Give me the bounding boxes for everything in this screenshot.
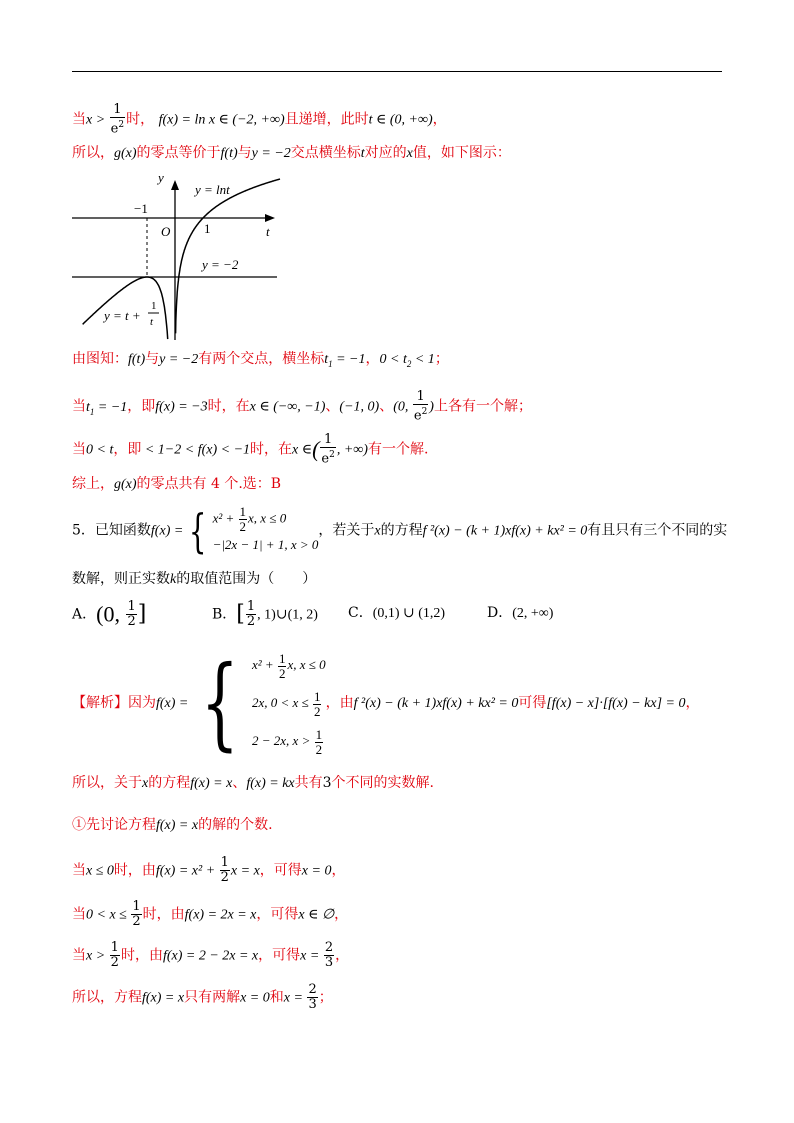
label-neg2-line: y = −2 xyxy=(202,257,239,272)
y-axis-arrow xyxy=(171,180,179,190)
text-line-9: ①先讨论方程f(x) = x的解的个数. xyxy=(72,817,273,833)
label-curve-frac-num: 1 xyxy=(151,300,157,312)
text-line-2: 所以，g(x)的零点等价于f(t)与y = −2交点横坐标t对应的x值，如下图示： xyxy=(72,145,511,161)
question-5-stem-cont: 数解，则正实数k的取值范围为（ ） xyxy=(72,571,317,587)
fraction: $\frac{1}{e^2}$ xyxy=(110,102,125,137)
option-d[interactable]: D．(2, +∞) xyxy=(487,605,554,621)
label-y-axis: y xyxy=(158,170,164,185)
option-a[interactable]: A．(0, $\frac{1}{2}$ ] xyxy=(72,599,147,629)
option-c[interactable]: C．(0,1) ∪ (1,2) xyxy=(348,605,446,621)
text-line-10: 当x ≤ 0时，由f(x) = x² + $\frac{1}{2}$ x = x，可得x = 0， xyxy=(72,855,346,885)
header-rule xyxy=(72,71,722,72)
question-5-stem: 5．已知函数f(x) = { x² + $\frac{1}{2}$ x, x ≤ 0 −|2x − 1| + 1, x > 0 ，若关于x的方程f ²(x) − (k + 1)xf(x) + kx² = 0有且只有三个不同的实 xyxy=(72,503,728,558)
label-t-axis: t xyxy=(266,224,270,239)
text-line-11: 当0 < x ≤ $\frac{1}{2}$ 时，由f(x) = 2x = x，可得x ∈ ∅， xyxy=(72,899,349,929)
label-one: 1 xyxy=(204,221,211,236)
option-b[interactable]: B．[ $\frac{1}{2}$ , 1)∪(1, 2) xyxy=(212,599,318,629)
label-lnt: y = lnt xyxy=(195,182,230,197)
analysis-tag: 【解析】 xyxy=(72,695,128,711)
label-curve-main: y = t + xyxy=(104,308,141,323)
text-line-5: 当0 < t，即 < 1−2 < f(x) < −1时，在x ∈( $\frac{1}{e^2}$ , +∞)有一个解. xyxy=(72,432,429,467)
text-line-4: 当$t_1 = -1$，即f(x) = −3时，在x ∈ (−∞, −1)、(−1, 0)、(0, $\frac{1}{e^2}$ )上各有一个解； xyxy=(72,389,532,424)
label-origin: O xyxy=(161,224,171,239)
text-line-8: 所以，关于x的方程f(x) = x、f(x) = kx共有3个不同的实数解. xyxy=(72,775,434,791)
function-graph xyxy=(72,168,282,343)
text-line-13: 所以，方程f(x) = x只有两解x = 0和x = $\frac{2}{3}$ ； xyxy=(72,982,333,1012)
label-neg1: −1 xyxy=(134,201,148,216)
t-axis-arrow xyxy=(265,214,275,222)
text-line-12: 当x > $\frac{1}{2}$ 时，由f(x) = 2 − 2x = x，可得x = $\frac{2}{3}$ ， xyxy=(72,940,350,970)
analysis-block: 【解析】因为f(x) = { x² + $\frac{1}{2}$ x, x ≤ 0 2x, 0 < x ≤ $\frac{1}{2}$ 2 − 2x, x > $\frac{1}{2}$ ，由f ²(x) − (k + 1)xf(x) + kx² = 0可得[f(x) − x]·[f(x) − kx] = 0， xyxy=(72,644,700,761)
text-line-1: 当x > $\frac{1}{e^2}$ 时， f(x) = ln x ∈ (−2, +∞)且递增，此时t ∈ (0, +∞)， xyxy=(72,102,447,137)
text-line-3: 由图知：f(t)与y = −2有两个交点，横坐标$t_1 = -1$，$0 < t_2 < 1$； xyxy=(72,351,449,369)
text-line-6: 综上，g(x)的零点共有 4 个.选：B xyxy=(72,476,282,492)
label-curve-frac-den: t xyxy=(150,316,154,328)
